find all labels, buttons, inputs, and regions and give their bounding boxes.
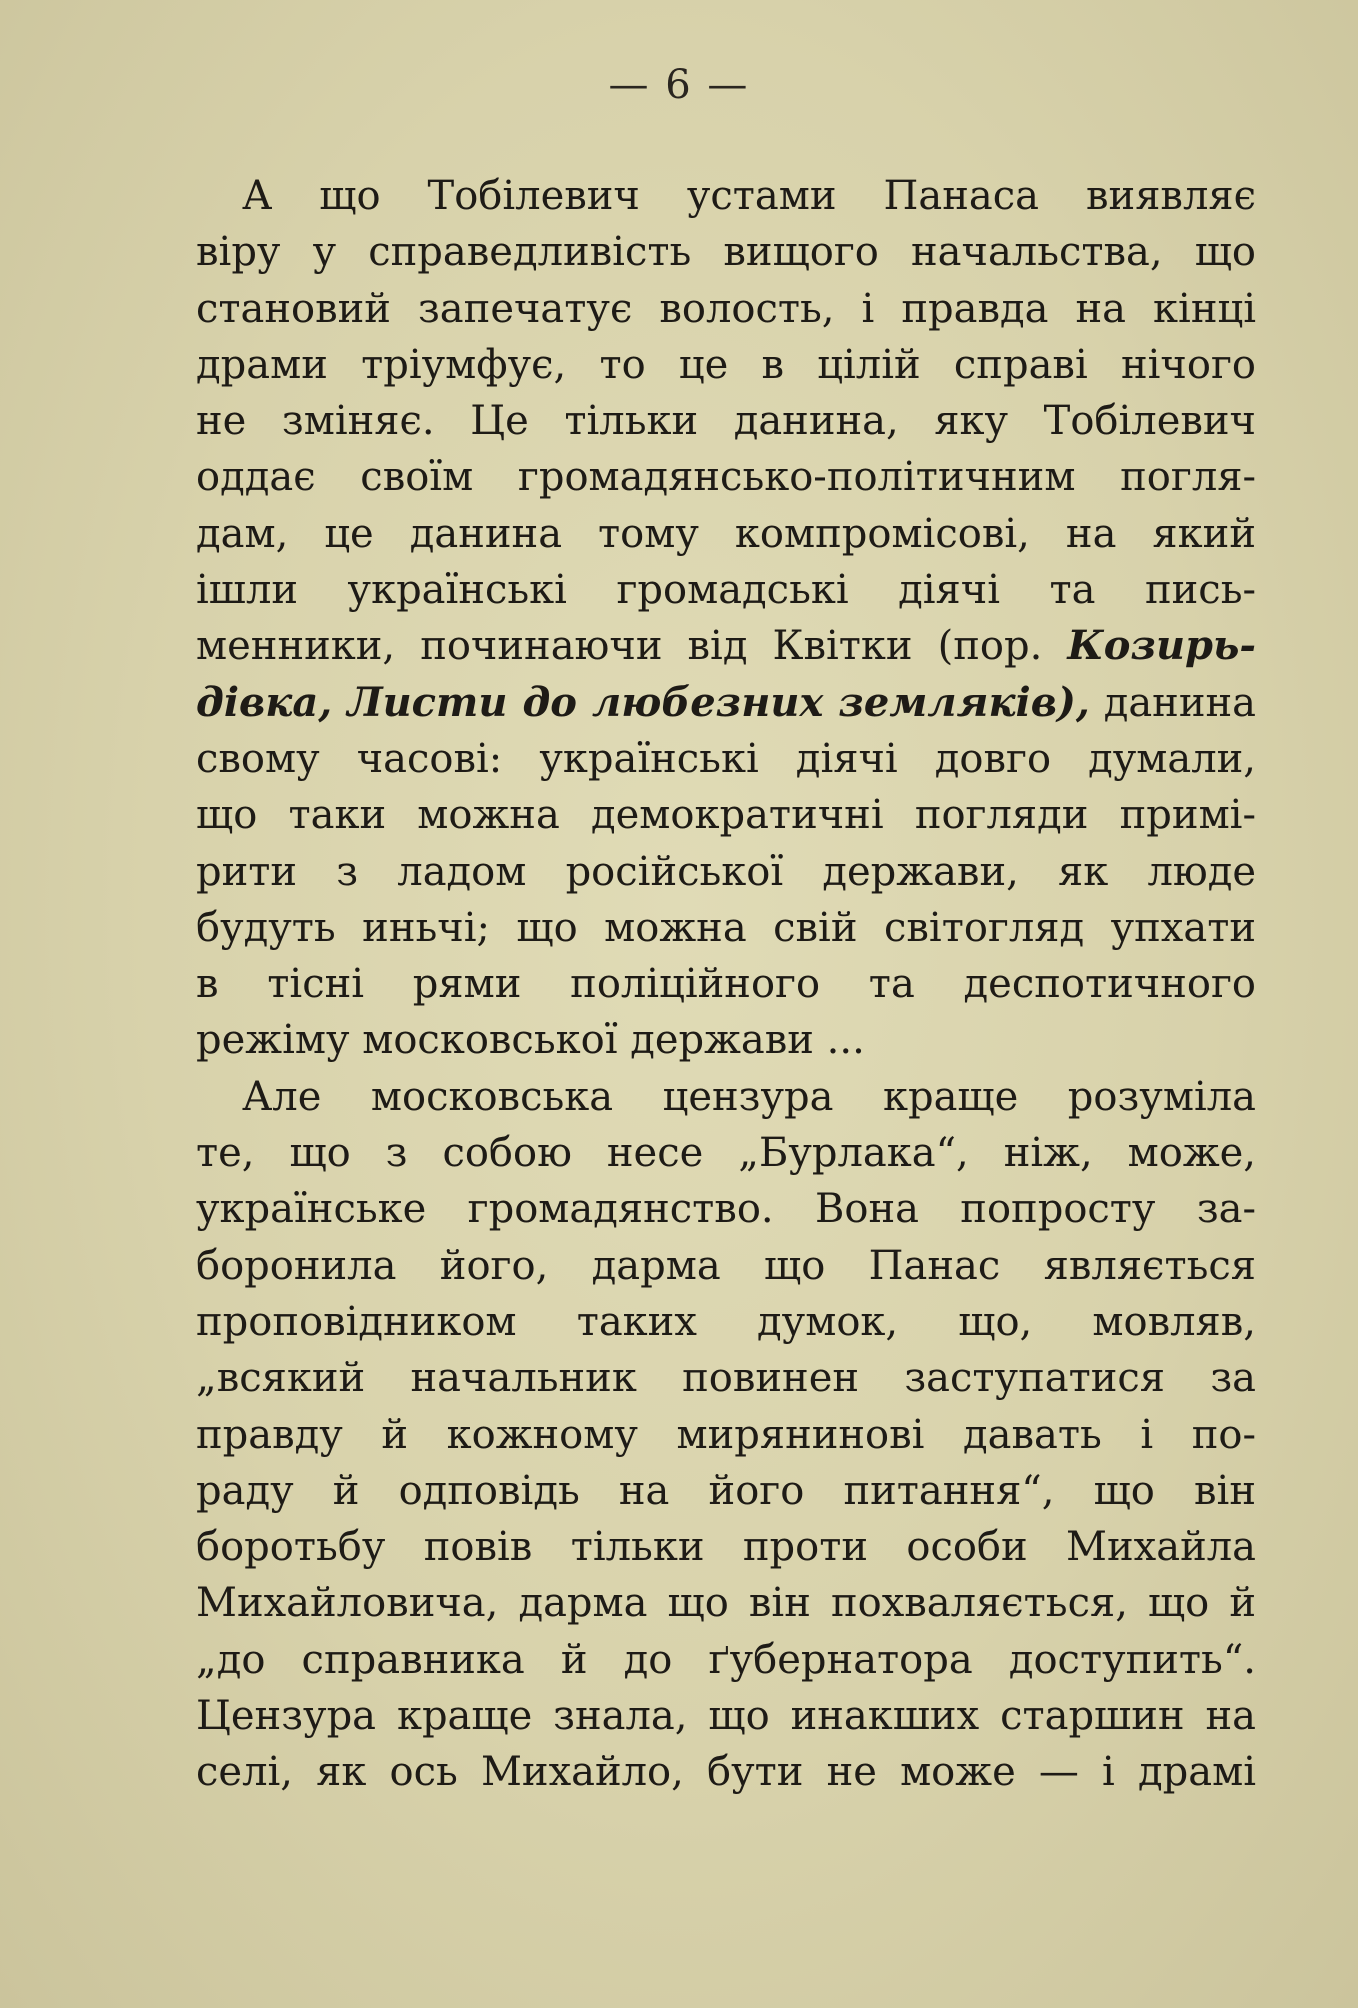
text-line: „до справника й до ґубернатора доступить“. [196, 1636, 1256, 1683]
text-line: „всякий начальник повинен заступатися за [196, 1355, 1256, 1402]
text-line: не зміняє. Це тільки данина, яку Тобілевич [196, 398, 1256, 445]
text-line: рити з ладом російської держави, як люде [196, 848, 1256, 895]
text-segment: менники, починаючи від Квітки (пор. [196, 623, 1043, 670]
text-line: боронила його, дарма що Панас являється [196, 1242, 1256, 1289]
text-line: режіму московської держави ... [196, 1017, 865, 1064]
italic-title-segment: дівка, Листи до любезних земляків), [196, 678, 1090, 726]
text-line: Цензура краще знала, що инакших старшин на [196, 1693, 1256, 1740]
text-line: становий запечатує волость, і правда на кінці [196, 285, 1256, 332]
text-line: боротьбу повів тільки проти особи Михайла [196, 1524, 1256, 1571]
text-line: те, що з собою несе „Бурлака“, ніж, може, [196, 1130, 1256, 1177]
text-line: правду й кожному мирянинові давать і по- [196, 1411, 1256, 1458]
text-line: оддає своїм громадянсько-політичним погля- [196, 454, 1256, 501]
text-line: драми тріумфує, то це в цілій справі нічого [196, 341, 1256, 388]
text-line: українське громадянство. Вона попросту за- [196, 1186, 1256, 1233]
text-line: будуть иньчі; що можна свій світогляд упхати [196, 904, 1256, 951]
paragraph-2 [196, 1069, 1256, 1801]
text-body [196, 168, 1256, 1801]
text-line: віру у справедливість вищого начальства, що [196, 229, 1256, 276]
text-line: Але московська цензура краще розуміла [242, 1073, 1256, 1120]
text-line: ішли українські громадські діячі та пись- [196, 567, 1256, 614]
text-line: раду й одповідь на його питання“, що він [196, 1467, 1256, 1514]
text-line: що таки можна демократичні погляди примі- [196, 792, 1256, 839]
text-line: Михайловича, дарма що він похваляється, що й [196, 1580, 1256, 1627]
text-line-mixed [196, 675, 1256, 731]
text-line: свому часові: українські діячі довго думали, [196, 735, 1256, 782]
text-line: А що Тобілевич устами Панаса виявляє [242, 173, 1256, 219]
text-line: селі, як ось Михайло, бути не може — і драмі [196, 1749, 1256, 1796]
text-line: дам, це данина тому компромісові, на який [196, 510, 1256, 557]
text-line-mixed [196, 618, 1256, 674]
text-segment: данина [1103, 679, 1256, 726]
text-line: проповідником таких думок, що, мовляв, [196, 1298, 1256, 1345]
paragraph-1 [196, 168, 1256, 1069]
page-number: — 6 — [608, 62, 750, 108]
italic-title-segment: Козирь- [1067, 622, 1257, 670]
text-line: в тісні рями поліційного та деспотичного [196, 961, 1256, 1008]
